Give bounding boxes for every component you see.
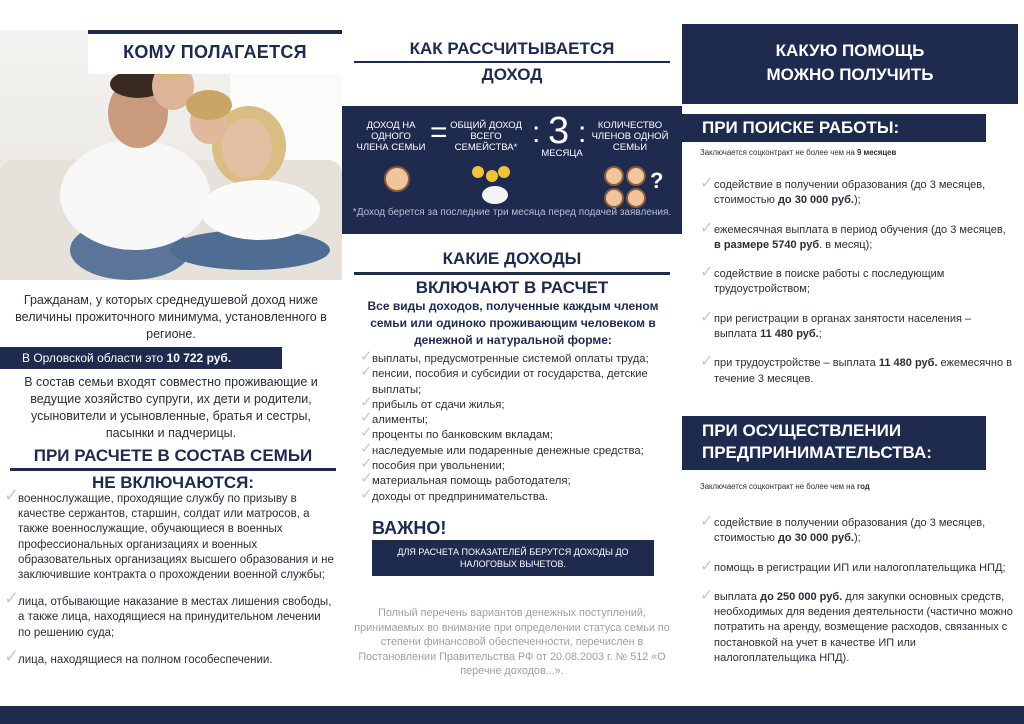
section-job-search: ПРИ ПОИСКЕ РАБОТЫ: bbox=[682, 114, 986, 142]
heading-rule bbox=[354, 61, 670, 63]
item-text: военнослужащие, проходящие службу по призыву в качестве сержантов, старшин, солдат или матросов, а также военнослужащие, обучающиеся в военных профессиональных организациях и военных образовательных организациях высшего образования и не заключившие контракта о прохождении военной службы; bbox=[18, 493, 334, 582]
note-text: Заключается соцконтракт не более чем на bbox=[700, 482, 857, 491]
item-text: прибыль от сдачи жилья; bbox=[372, 398, 505, 411]
list-item bbox=[360, 348, 680, 367]
list-item bbox=[360, 409, 680, 428]
item-bold: до 250 000 руб. bbox=[760, 590, 843, 603]
formula-box bbox=[342, 106, 682, 234]
check-icon: ✓ bbox=[700, 586, 714, 604]
item-bold: в размере 5740 руб bbox=[714, 238, 820, 251]
formula-equals: = bbox=[430, 116, 448, 149]
job-search-note bbox=[700, 148, 896, 157]
list-item bbox=[360, 470, 680, 489]
check-icon: ✓ bbox=[360, 393, 373, 411]
exclude-heading bbox=[10, 446, 336, 493]
column-income-calc bbox=[342, 30, 682, 710]
check-icon: ✓ bbox=[700, 353, 714, 371]
formula-div1: : bbox=[532, 116, 541, 149]
include-heading bbox=[342, 248, 682, 299]
help-heading-line1: КАКУЮ ПОМОЩЬ bbox=[775, 41, 925, 60]
item-text: ежемесячная выплата в период обучения (до 3 месяцев, bbox=[714, 223, 1006, 236]
item-bold: до 30 000 руб. bbox=[777, 532, 854, 545]
list-item bbox=[700, 175, 1014, 209]
item-bold: 11 480 руб. bbox=[760, 328, 819, 341]
avatar-icon bbox=[626, 188, 646, 208]
list-item bbox=[4, 485, 334, 583]
check-icon: ✓ bbox=[360, 455, 373, 473]
item-text: ежемесячно в течение 3 месяцев. bbox=[714, 357, 1012, 385]
job-search-list bbox=[700, 175, 1014, 401]
check-icon: ✓ bbox=[700, 557, 714, 575]
column-who-eligible bbox=[0, 30, 342, 710]
business-title-line1: ПРИ ОСУЩЕСТВЛЕНИИ bbox=[702, 421, 902, 440]
question-icon: ? bbox=[650, 168, 664, 193]
photo-shape bbox=[200, 180, 320, 240]
include-subtitle: Все виды доходов, полученные каждым членом семьи или одиноко проживающим человеком в денежной и натуральной форме: bbox=[367, 299, 659, 347]
check-icon: ✓ bbox=[360, 485, 373, 503]
calc-heading-line2: ДОХОД bbox=[481, 65, 543, 84]
check-icon: ✓ bbox=[4, 588, 20, 609]
photo-shape bbox=[222, 118, 272, 178]
list-item bbox=[360, 485, 680, 505]
heading-rule bbox=[354, 272, 670, 275]
check-icon: ✓ bbox=[360, 348, 373, 365]
check-icon: ✓ bbox=[4, 485, 20, 505]
list-item bbox=[700, 308, 1014, 343]
help-heading bbox=[682, 24, 1018, 104]
include-heading-line2: ВКЛЮЧАЮТ В РАСЧЕТ bbox=[415, 278, 609, 297]
item-text: содействие в получении образования (до 3 месяцев, стоимостью bbox=[714, 517, 986, 545]
item-text: материальная помощь работодателя; bbox=[372, 475, 571, 488]
exclude-list bbox=[4, 485, 334, 680]
coin bbox=[486, 170, 498, 182]
item-text: содействие в поиске работы с последующим трудоустройством; bbox=[714, 268, 945, 296]
item-text: при регистрации в органах занятости населения – выплата bbox=[714, 312, 972, 341]
coin bbox=[498, 166, 510, 178]
item-text: для закупки основных средств, необходимых для ведения деятельности (частично можно потратить на аренду, возмещение расходов, связанных с постановкой на учет в качестве ИП или налогоплательщика НПД). bbox=[714, 590, 1013, 665]
list-item bbox=[700, 219, 1014, 254]
item-text: пособия при увольнении; bbox=[372, 460, 505, 473]
item-text: наследуемые или подаренные денежные средства; bbox=[372, 444, 644, 457]
avatar-icon bbox=[604, 166, 624, 186]
item-text: выплаты, предусмотренные системой оплаты труда; bbox=[372, 353, 649, 365]
list-item bbox=[360, 455, 680, 474]
check-icon: ✓ bbox=[360, 439, 373, 457]
full-list-note: Полный перечень вариантов денежных поступлений, принимаемых во внимание при определении статуса семьи по степени финансовой обеспеченности, перечислен в Постановлении Правительства РФ от 20.08.2003 г. № 512 «О перечне доходов...». bbox=[354, 607, 670, 677]
item-text: ; bbox=[818, 328, 822, 341]
check-icon: ✓ bbox=[360, 409, 373, 427]
important-heading: ВАЖНО! bbox=[372, 518, 447, 538]
list-item bbox=[360, 424, 680, 443]
avatar-icon bbox=[384, 166, 410, 192]
list-item bbox=[4, 645, 334, 668]
item-text: при трудоустройстве – выплата bbox=[714, 357, 879, 370]
avatar-icon bbox=[626, 166, 646, 186]
family-definition: В состав семьи входят совместно проживающие и ведущие хозяйство супруги, их дети и родители, усыновители и усыновленные, братья и сестры, пасынки и падчерицы. bbox=[24, 375, 318, 440]
list-item bbox=[700, 353, 1014, 387]
check-icon: ✓ bbox=[360, 363, 373, 381]
eligibility-intro: Гражданам, у которых среднедушевой доход ниже величины прожиточного минимума, установленного в регионе. bbox=[15, 293, 327, 341]
list-item bbox=[700, 557, 1014, 576]
section-business bbox=[682, 416, 986, 470]
check-icon: ✓ bbox=[360, 470, 373, 488]
business-list bbox=[700, 513, 1014, 680]
include-heading-line1: КАКИЕ ДОХОДЫ bbox=[442, 249, 582, 268]
item-text: выплата bbox=[714, 590, 761, 603]
check-icon: ✓ bbox=[4, 645, 20, 666]
help-heading-line2: МОЖНО ПОЛУЧИТЬ bbox=[766, 65, 934, 84]
piggy-bank-icon bbox=[482, 186, 508, 204]
list-item bbox=[700, 586, 1014, 666]
coin bbox=[472, 166, 484, 178]
note-bold: год bbox=[857, 482, 870, 491]
heading-text: КОМУ ПОЛАГАЕТСЯ bbox=[123, 41, 307, 62]
formula-note: *Доход берется за последние три месяца перед подачей заявления. bbox=[352, 207, 672, 218]
formula-per-member: ДОХОД НА ОДНОГО ЧЛЕНА СЕМЬИ bbox=[356, 120, 426, 153]
list-item bbox=[360, 393, 680, 413]
item-text: проценты по банковским вкладам; bbox=[372, 429, 554, 442]
item-text: доходы от предпринимательства. bbox=[372, 490, 549, 503]
check-icon: ✓ bbox=[700, 219, 714, 237]
exclude-heading-line1: ПРИ РАСЧЕТЕ В СОСТАВ СЕМЬИ bbox=[10, 446, 336, 471]
bottom-bar bbox=[0, 706, 1024, 724]
important-box: ДЛЯ РАСЧЕТА ПОКАЗАТЕЛЕЙ БЕРУТСЯ ДОХОДЫ ДО НАЛОГОВЫХ ВЫЧЕТОВ. bbox=[372, 540, 654, 576]
item-text: лица, находящиеся на полном гособеспечении. bbox=[18, 653, 273, 666]
item-text: пенсии, пособия и субсидии от государства, детские выплаты; bbox=[372, 368, 648, 396]
item-bold: 11 480 руб. bbox=[878, 357, 938, 370]
check-icon: ✓ bbox=[700, 308, 714, 326]
list-item bbox=[700, 264, 1014, 298]
note-bold: 9 месяцев bbox=[857, 148, 897, 157]
formula-div2: : bbox=[578, 116, 587, 149]
photo-shape bbox=[186, 90, 232, 120]
note-text: Заключается соцконтракт не более чем на bbox=[700, 148, 857, 157]
list-item bbox=[360, 363, 680, 398]
list-item bbox=[700, 513, 1014, 547]
avatar-icon bbox=[604, 188, 624, 208]
item-text: содействие в получении образования (до 3 месяцев, стоимостью bbox=[714, 179, 986, 207]
region-value: 10 722 руб. bbox=[166, 351, 232, 365]
formula-total: ОБЩИЙ ДОХОД ВСЕГО СЕМЕЙСТВА* bbox=[450, 120, 522, 153]
section-heading-who bbox=[88, 30, 342, 74]
include-list bbox=[360, 348, 680, 505]
item-text: ); bbox=[853, 194, 861, 207]
check-icon: ✓ bbox=[360, 424, 373, 442]
business-note bbox=[700, 482, 870, 491]
item-text: лица, отбывающие наказание в местах лишения свободы, а также лица, находящиеся на принудительном лечении по решению суда; bbox=[18, 596, 332, 639]
region-threshold-bar bbox=[0, 347, 282, 369]
item-text: помощь в регистрации ИП или налогоплательщика НПД; bbox=[714, 561, 1006, 574]
exclude-heading-line2: НЕ ВКЛЮЧАЮТСЯ: bbox=[91, 473, 255, 492]
list-item bbox=[4, 588, 334, 641]
column-help bbox=[682, 24, 1024, 710]
check-icon: ✓ bbox=[700, 264, 714, 282]
item-text: ); bbox=[853, 532, 861, 545]
calc-heading-line1: КАК РАССЧИТЫВАЕТСЯ bbox=[409, 39, 615, 58]
item-bold: до 30 000 руб. bbox=[777, 194, 854, 207]
list-item bbox=[360, 439, 680, 459]
formula-months: МЕСЯЦА bbox=[541, 148, 583, 159]
formula-three: 3 bbox=[548, 110, 570, 152]
photo-shape bbox=[60, 140, 210, 250]
item-text: алименты; bbox=[372, 414, 428, 427]
check-icon: ✓ bbox=[700, 175, 714, 192]
check-icon: ✓ bbox=[700, 513, 714, 530]
item-text: . в месяц); bbox=[819, 238, 873, 251]
business-title-line2: ПРЕДПРИНИМАТЕЛЬСТВА: bbox=[702, 443, 932, 462]
region-prefix: В Орловской области это bbox=[22, 351, 167, 365]
formula-members: КОЛИЧЕСТВО ЧЛЕНОВ ОДНОЙ СЕМЬИ bbox=[591, 120, 669, 153]
calc-heading bbox=[354, 38, 670, 86]
